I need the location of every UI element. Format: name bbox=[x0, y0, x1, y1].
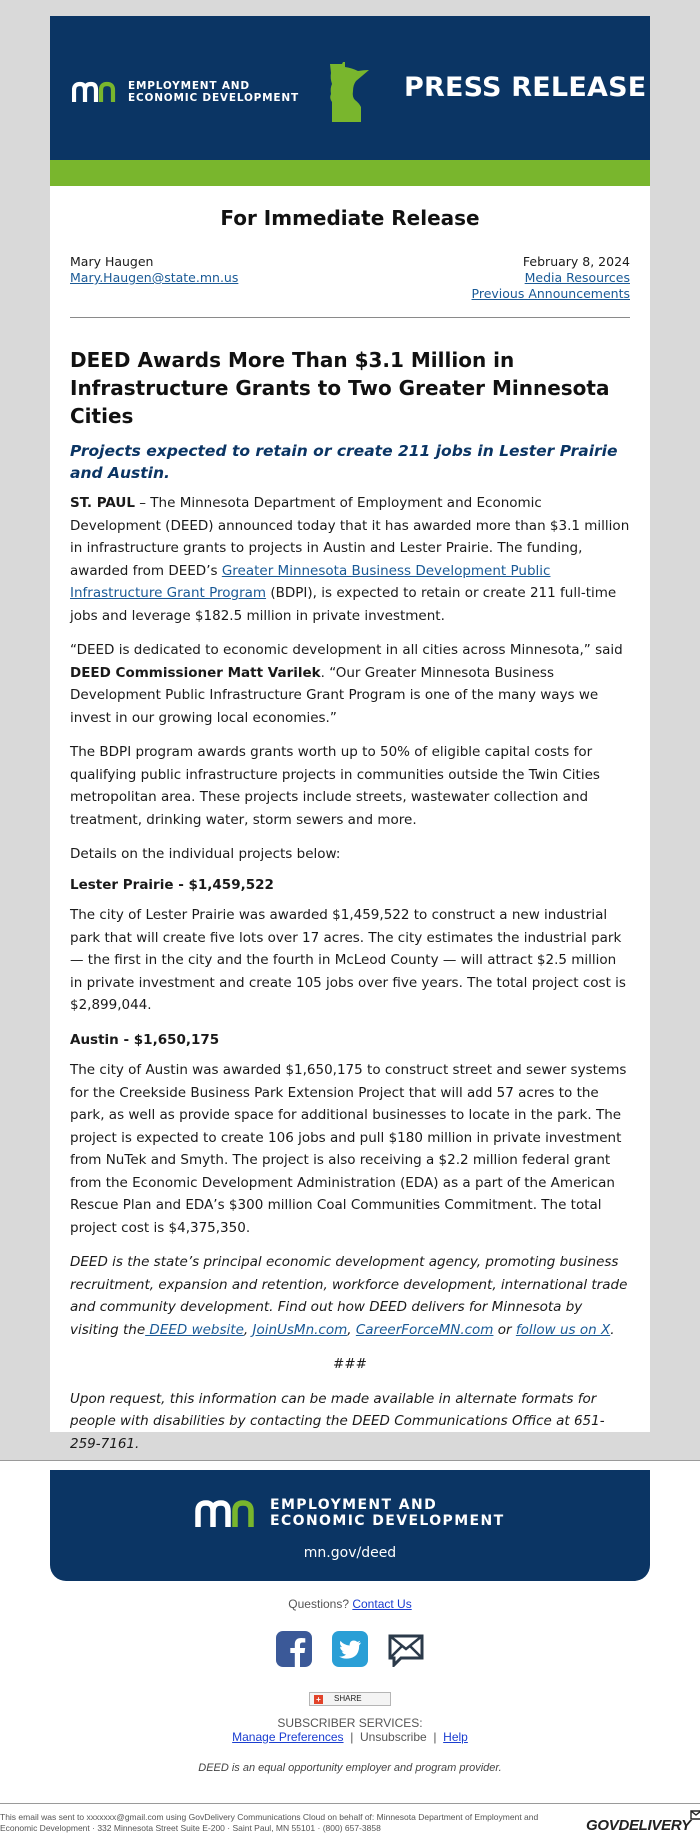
subheadline: Projects expected to retain or create 211 jobs in Lester Prairie and Austin. bbox=[70, 442, 618, 482]
accessibility-notice: Upon request, this information can be made available in alternate formats for people with disabilities by contacting the DEED Communications Office at 651-259-7161. bbox=[70, 1390, 605, 1452]
share-plus-icon: + bbox=[314, 1695, 323, 1704]
project1-title: Lester Prairie - $1,459,522 bbox=[70, 876, 274, 893]
unsubscribe-link[interactable]: Unsubscribe bbox=[360, 1730, 427, 1744]
sent-notice: This email was sent to xxxxxxx@gmail.com using GovDelivery Communications Cloud on behalf of: Minnesota Department of Employment and Economic Development · 332 Minnesota Street Suite E-200 · Saint Paul, MN 55101 · (800) 657-3858 bbox=[0, 1812, 539, 1833]
deed-logo-icon bbox=[72, 81, 124, 103]
header-banner bbox=[50, 16, 650, 160]
eeo-statement: DEED is an equal opportunity employer and program provider. bbox=[198, 1762, 502, 1774]
release-date: February 8, 2024 bbox=[522, 254, 630, 269]
project1-text: The city of Lester Prairie was awarded $1,459,522 to construct a new industrial park that will create five lots over 17 acres. The city estimates the industrial park — the first in the city and the fourth in McLeod County — will attract $2.5 million in private investment and create 105 jobs over five years. The total project cost is $2,899,044. bbox=[70, 907, 626, 1013]
share-button[interactable]: + SHARE bbox=[309, 1692, 391, 1706]
paragraph-quote: “DEED is dedicated to economic development in all cities across Minnesota,” said DEED Commissioner Matt Varilek. “Our Greater Minnesota Business Development Public Infrastructure Grant Program is one of the many ways we invest in our growing local economies.” bbox=[70, 642, 623, 726]
release-meta bbox=[472, 254, 630, 302]
footer-deed-logo-icon bbox=[195, 1498, 267, 1528]
careerforce-link[interactable]: CareerForceMN.com bbox=[355, 1321, 494, 1338]
contact-us-link[interactable]: Contact Us bbox=[352, 1597, 412, 1611]
headline: DEED Awards More Than $3.1 Million in Infrastructure Grants to Two Greater Minnesota Cities bbox=[70, 348, 610, 428]
about-deed: DEED is the state’s principal economic development agency, promoting business recruitment, expansion and retention, workforce development, international trade and community development. Find out how DEED delivers for Minnesota by visiting the DEED website, JoinUsMn.com, CareerForceMN.com or follow us on X. bbox=[70, 1254, 628, 1338]
footer-url: mn.gov/deed bbox=[303, 1545, 397, 1561]
article-body bbox=[70, 346, 630, 1467]
project2-text: The city of Austin was awarded $1,650,175 to construct street and sewer systems for the Creekside Business Park Extension Project that will add 57 acres to the park, as well as provide space for additional businesses to locate in the park. The project is expected to create 106 jobs and pull $180 million in private investment from NuTek and Smyth. The project is also receiving a $2.2 million federal grant from the Economic Development Administration (EDA) as a part of the American Rescue Plan and EDA’s $300 million Coal Communities Commitment. The total project cost is $4,375,350. bbox=[70, 1062, 627, 1236]
paragraph-program: The BDPI program awards grants worth up to 50% of eligible capital costs for qualifying public infrastructure projects in communities outside the Twin Cities metropolitan area. These projects include streets, wastewater collection and treatment, drinking water, storm sewers and more. bbox=[70, 744, 600, 828]
subscriber-label: SUBSCRIBER SERVICES: bbox=[277, 1716, 423, 1730]
commissioner-name: DEED Commissioner Matt Varilek bbox=[70, 664, 321, 681]
deed-website-link[interactable]: DEED website bbox=[145, 1321, 244, 1338]
release-title: For Immediate Release bbox=[220, 206, 480, 230]
green-accent-bar bbox=[50, 160, 650, 186]
follow-x-link[interactable]: follow us on X bbox=[515, 1321, 611, 1338]
divider bbox=[70, 317, 630, 318]
press-release-card bbox=[50, 16, 650, 1452]
twitter-icon[interactable] bbox=[332, 1631, 368, 1667]
header-agency-name: EMPLOYMENT AND ECONOMIC DEVELOPMENT bbox=[128, 80, 299, 104]
minnesota-state-icon bbox=[326, 62, 370, 124]
manage-preferences-link[interactable]: Manage Preferences bbox=[232, 1730, 344, 1744]
govdelivery-mail-icon bbox=[690, 1810, 700, 1820]
questions-line: Questions? Contact Us bbox=[288, 1597, 412, 1611]
footer-logo-card bbox=[50, 1470, 650, 1581]
end-mark: ### bbox=[333, 1356, 367, 1372]
joinusmn-link[interactable]: JoinUsMn.com bbox=[252, 1321, 348, 1338]
footer-agency-name: EMPLOYMENT AND ECONOMIC DEVELOPMENT bbox=[270, 1497, 505, 1529]
bdpi-program-link[interactable]: Greater Minnesota Business Development Public Infrastructure Grant Program bbox=[70, 562, 551, 601]
dateline: ST. PAUL bbox=[70, 495, 135, 511]
bottom-divider bbox=[0, 1803, 700, 1804]
help-link[interactable]: Help bbox=[443, 1730, 468, 1744]
facebook-icon[interactable] bbox=[276, 1631, 312, 1667]
contact-name: Mary Haugen bbox=[70, 254, 154, 269]
contact-email-link[interactable]: Mary.Haugen@state.mn.us bbox=[70, 270, 239, 285]
media-resources-link[interactable]: Media Resources bbox=[524, 270, 630, 285]
press-release-label: PRESS RELEASE bbox=[404, 72, 647, 103]
paragraph-intro: ST. PAUL – The Minnesota Department of Employment and Economic Development (DEED) announced today that it has awarded more than $3.1 million in infrastructure grants to projects in Austin and Lester Prairie. The funding, awarded from DEED’s Greater Minnesota Business Development Public Infrastructure Grant Program (BDPI), is expected to retain or create 211 full-time jobs and leverage $182.5 million in private investment. bbox=[70, 495, 630, 624]
govdelivery-logo: GOVDELIVERY bbox=[586, 1817, 691, 1834]
paragraph-details-intro: Details on the individual projects below: bbox=[70, 846, 341, 862]
email-icon[interactable] bbox=[387, 1631, 425, 1667]
previous-announcements-link[interactable]: Previous Announcements bbox=[471, 286, 630, 301]
project2-title: Austin - $1,650,175 bbox=[70, 1031, 220, 1048]
contact-block bbox=[70, 254, 238, 286]
subscriber-services: SUBSCRIBER SERVICES: Manage Preferences | Unsubscribe | Help bbox=[0, 1716, 700, 1744]
